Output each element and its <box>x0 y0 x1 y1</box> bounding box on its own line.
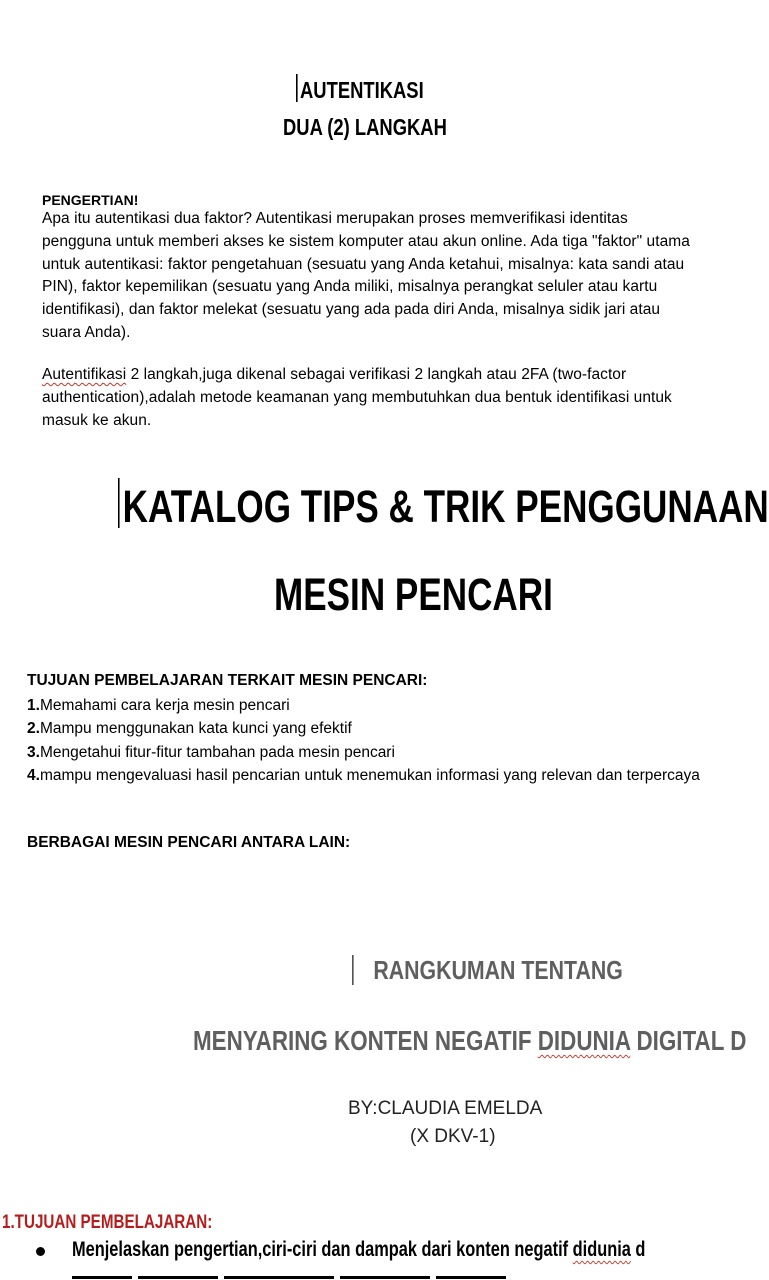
rangkuman-title <box>352 955 623 986</box>
engines-heading: BERBAGAI MESIN PENCARI ANTARA LAIN: <box>27 834 351 851</box>
goals-list <box>27 694 712 787</box>
cut-off-text-line <box>72 1270 542 1280</box>
title-autentikasi <box>296 74 424 104</box>
goals-heading: TUJUAN PEMBELAJARAN TERKAIT MESIN PENCARI: <box>27 672 428 689</box>
author-class: (X DKV-1) <box>410 1126 496 1147</box>
text-cursor <box>296 74 298 102</box>
pengertian-heading: PENGERTIAN! <box>42 192 139 208</box>
goal-text: mampu mengevaluasi hasil pencarian untuk menemukan informasi yang relevan dan terpercaya <box>39 766 700 784</box>
bullet-icon <box>36 1247 45 1256</box>
goal-item <box>27 694 712 717</box>
author-byline: BY:CLAUDIA EMELDA <box>348 1098 543 1119</box>
pengertian-paragraph: Apa itu autentikasi dua faktor? Autentikasi merupakan proses memverifikasi identitas pengguna untuk memberi akses ke sistem komputer atau akun online. Ada tiga "faktor" utama untuk autentikasi: faktor pengetahuan (sesuatu yang Anda ketahui, misalnya: kata sandi atau PIN), faktor kepemilikan (sesuatu yang Anda miliki, misalnya perangkat seluler atau kartu identifikasi), dan faktor melekat (sesuatu yang ada pada diri Anda, misalnya sidik jari atau suara Anda). <box>42 210 690 341</box>
goal-text: Memahami cara kerja mesin pencari <box>39 697 290 714</box>
bullet-item <box>72 1238 645 1262</box>
goal-item <box>27 741 712 764</box>
katalog-subtitle: MESIN PENCARI <box>274 569 553 620</box>
goal-number: 1. <box>27 697 40 714</box>
autentifikasi-paragraph <box>42 364 692 432</box>
goal-text: Mampu menggunakan kata kunci yang efektif <box>39 720 352 738</box>
bullet-text: Menjelaskan pengertian,ciri-ciri dan dampak dari konten negatif <box>72 1238 573 1261</box>
tujuan-heading: 1.TUJUAN PEMBELAJARAN: <box>2 1212 213 1233</box>
katalog-title <box>118 478 769 533</box>
goal-number: 2. <box>27 720 40 738</box>
title-dua-langkah: DUA (2) LANGKAH <box>283 114 447 140</box>
misspelled-word: didunia <box>572 1238 631 1261</box>
title-line-1: AUTENTIKASI <box>300 77 424 103</box>
text-cursor <box>118 478 120 528</box>
katalog-title-line-1: KATALOG TIPS & TRIK PENGGUNAAN <box>122 481 769 532</box>
goal-text: Mengetahui fitur-fitur tambahan pada mesin pencari <box>39 743 395 761</box>
misspelled-word: DIDUNIA <box>537 1025 631 1056</box>
goal-number: 4. <box>27 766 40 784</box>
goal-number: 3. <box>27 743 40 761</box>
subtitle-part: MENYARING KONTEN NEGATIF <box>193 1025 538 1056</box>
subtitle-part: DIGITAL D <box>630 1025 747 1056</box>
goal-item <box>27 764 712 787</box>
rangkuman-title-text: RANGKUMAN TENTANG <box>373 955 623 985</box>
misspelled-word: Autentifikasi <box>42 366 127 383</box>
rangkuman-subtitle <box>193 1025 746 1057</box>
text-cursor <box>352 955 354 985</box>
bullet-text: d <box>630 1238 646 1261</box>
goal-item <box>27 717 712 740</box>
paragraph-rest: 2 langkah,juga dikenal sebagai verifikasi 2 langkah atau 2FA (two-factor authentication),adalah metode keamanan yang membutuhkan dua bentuk identifikasi untuk masuk ke akun. <box>42 366 672 429</box>
